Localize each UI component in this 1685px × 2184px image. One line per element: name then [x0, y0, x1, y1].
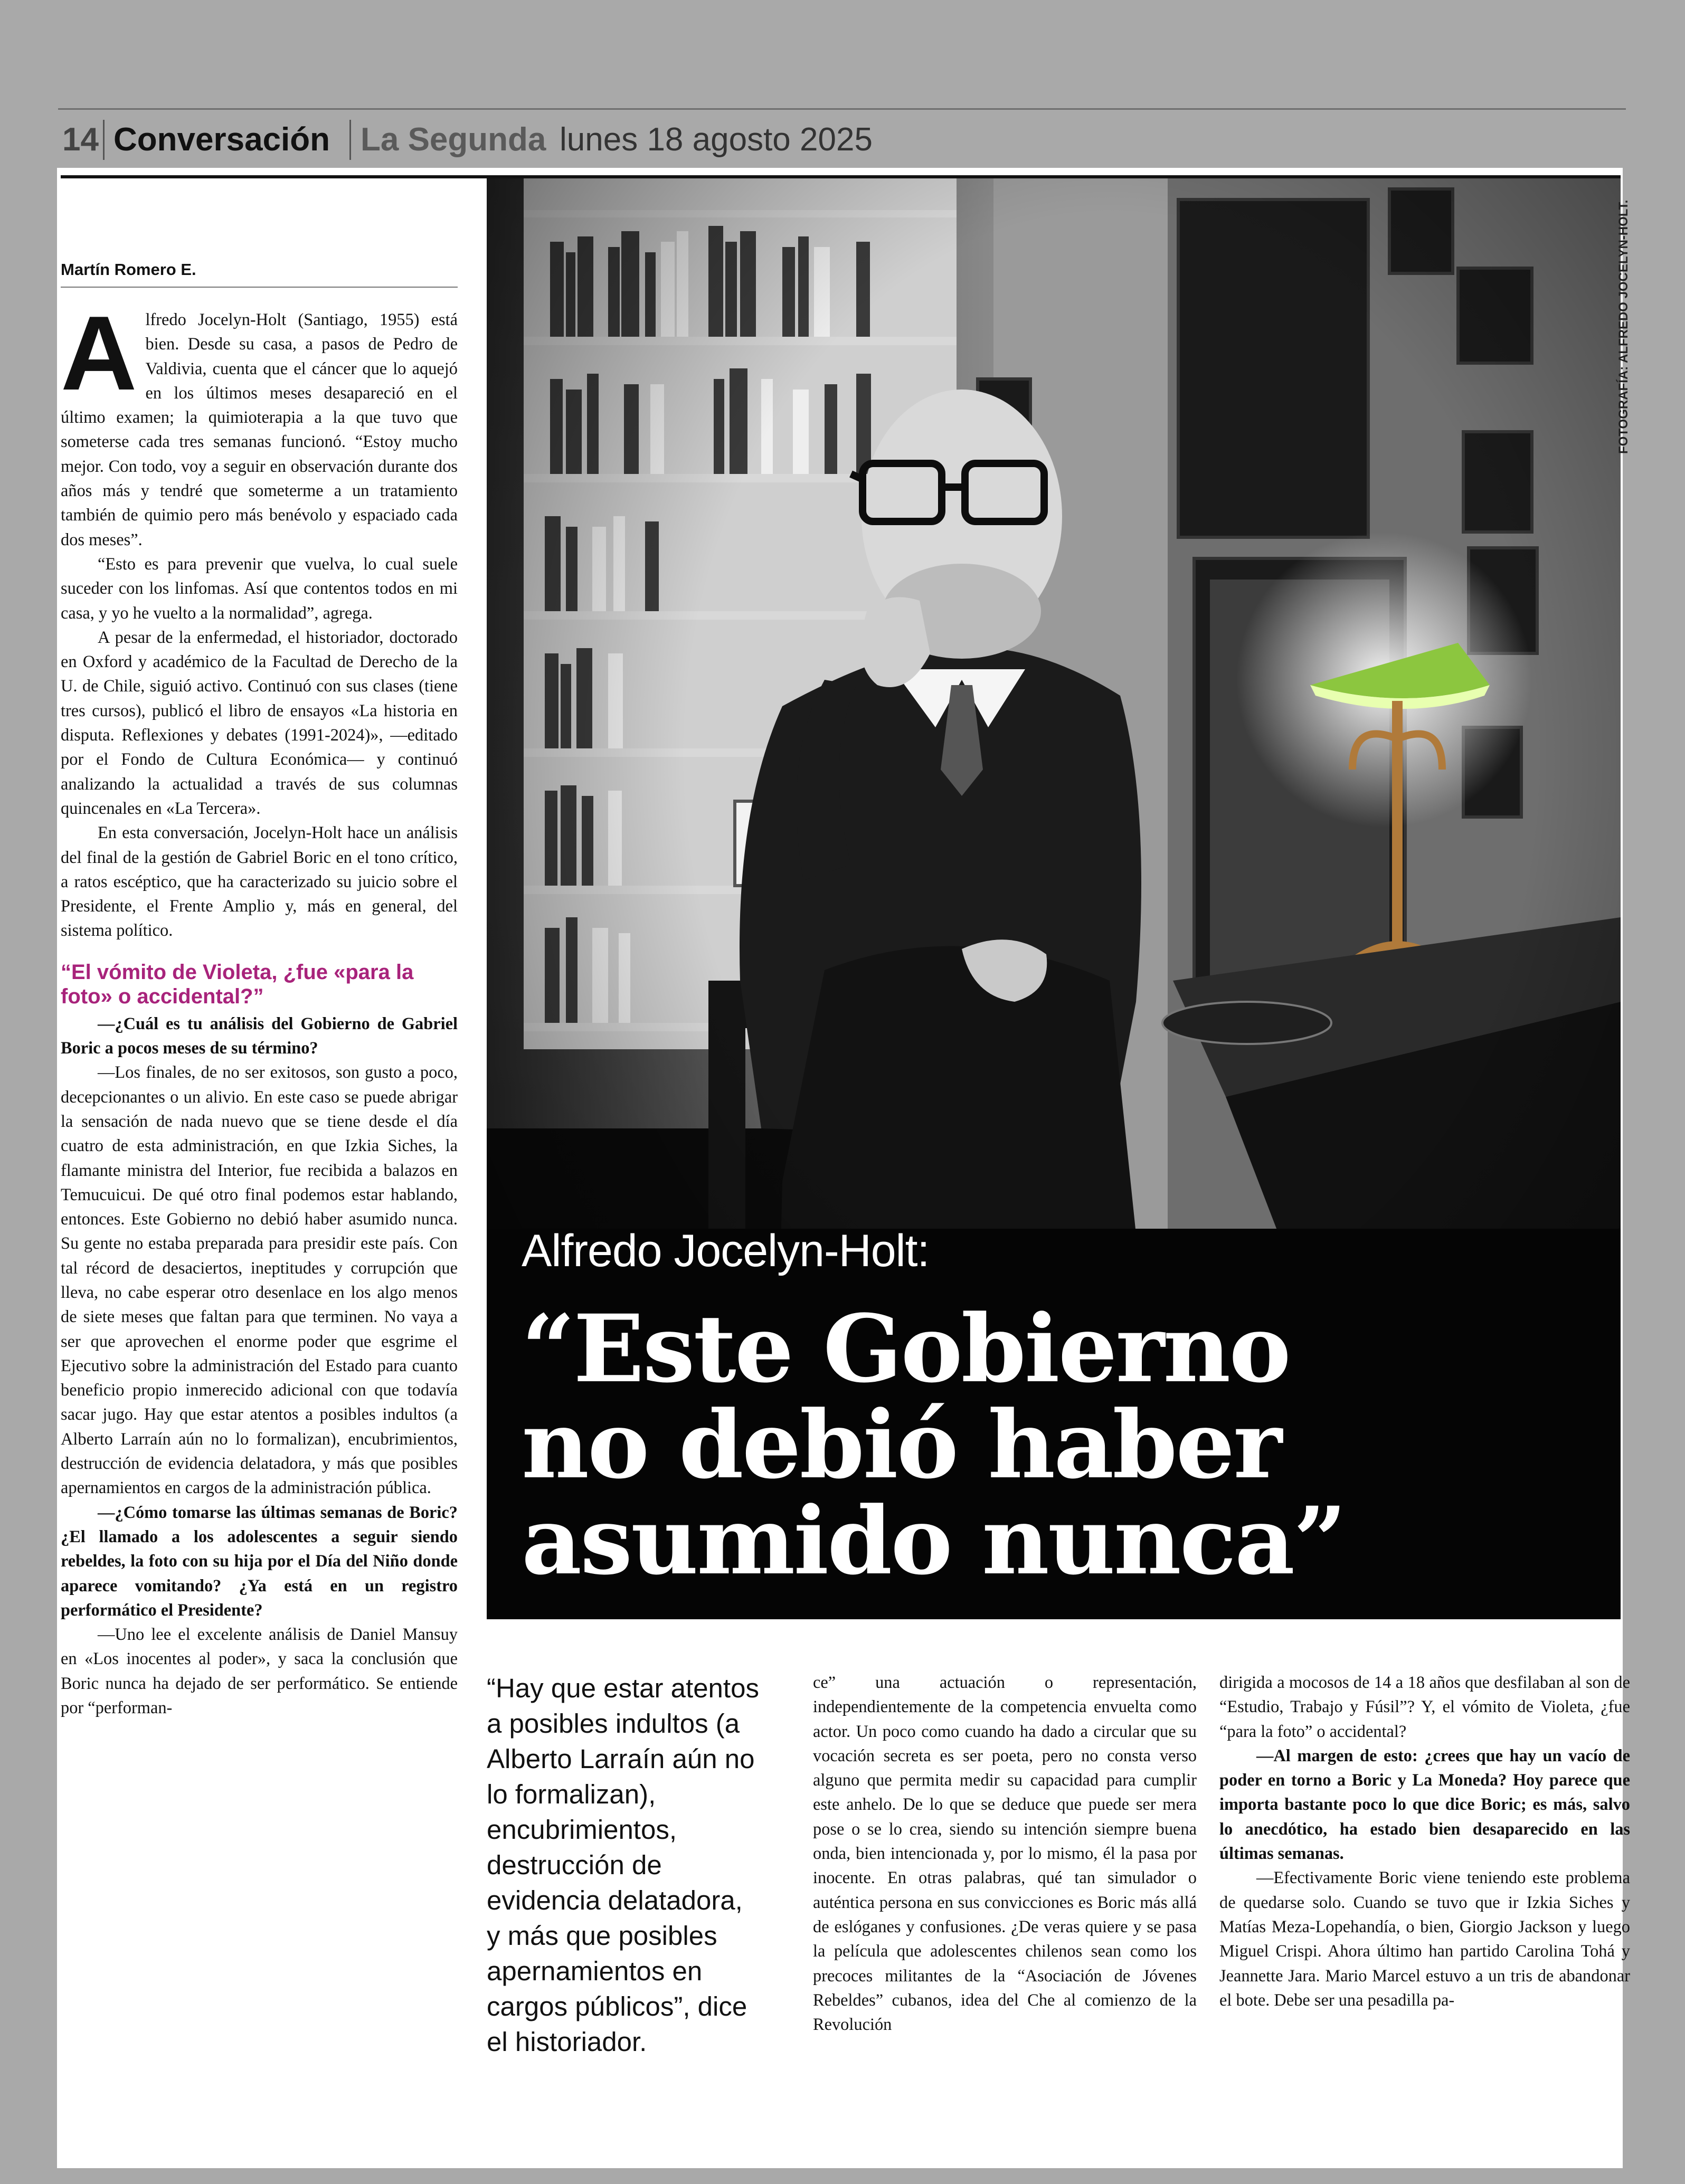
answer: —Efectivamente Boric viene teniendo este problema de quedarse solo. Cuando se tuvo que ir Izkia Siches y Matías Meza-Lopehandía, o bien, Giorgio Jackson y luego Miguel Crispi. Ahora último han partido Carolina Tohá y Jeannette Jara. Mario Marcel estuvo a un tris de abandonar el bote. Debe ser una pesadilla pa-: [1219, 1868, 1630, 2010]
headline: [522, 1294, 1577, 1596]
drop-cap: A: [61, 295, 137, 412]
title-block: [522, 1224, 1577, 1596]
page-header: [58, 108, 1626, 164]
answer: dirigida a mocosos de 14 a 18 años que desfilaban al son de “Estudio, Trabajo y Fúsil”? Y, el vómito de Violeta, ¿fue “para la foto” o accidental?: [1219, 1673, 1630, 1741]
interview-text: [61, 1012, 458, 1721]
column-three: [813, 1670, 1197, 2093]
question: —¿Cuál es tu análisis del Gobierno de Gabriel Boric a pocos meses de su término?: [61, 1014, 458, 1058]
interview-text: [813, 1670, 1197, 2037]
header-divider: [103, 120, 105, 160]
headline-line: asumido nunca”: [522, 1486, 1346, 1596]
column-four: [1219, 1670, 1630, 2093]
intro-paragraph: A pesar de la enfermedad, el historiador, doctorado en Oxford y académico de la Facultad de Derecho de la U. de Chile, siguió activo. Continuó con sus clases (tiene tres cursos), publicó el libro de ensayos «La historia en disputa. Reflexiones y debates (1991-2024)», —editado por el Fondo de Cultura Económica— y continuó analizando la actualidad a través de sus columnas quincenales en «La Tercera».: [61, 628, 458, 818]
intro-paragraph: “Esto es para prevenir que vuelva, lo cual suele suceder con los linfomas. Así que contentos todos en mi casa, y yo he vuelto a la normalidad”, agrega.: [61, 554, 458, 623]
question: —¿Cómo tomarse las últimas semanas de Boric? ¿El llamado a los adolescentes a seguir siendo rebeldes, la foto con su hija por el Día del Niño donde aparece vomitando? ¿Ya está en un registro performático el Presidente?: [61, 1503, 458, 1620]
left-column: [61, 178, 458, 2110]
photo-credit: FOTOGRAFÍA: ALFREDO JOCELYN-HOLT.: [1616, 200, 1631, 454]
page-number: 14: [62, 121, 99, 158]
header-divider: [349, 120, 351, 160]
answer: —Uno lee el excelente análisis de Daniel Mansuy en «Los inocentes al poder», y saca la conclusión que Boric nunca ha dejado de ser performático. Se entiende por “performan-: [61, 1625, 458, 1718]
pull-quote: “Hay que estar atentos a posibles indultos (a Alberto Larraín aún no lo formalizan), encubrimientos, destrucción de evidencia delatadora, y más que posibles apernamientos en cargos públicos”, dice el historiador.: [487, 1673, 759, 2057]
answer: —Los finales, de no ser exitosos, son gusto a poco, decepcionantes o un alivio. En este caso se puede abrigar la sensación de nada nuevo que se tiene desde el día cuatro de esta administración, en que Izkia Siches, la flamante ministra del Interior, fue recibida a balazos en Temucuicui. De qué otro final podemos estar hablando, entonces. Este Gobierno no debió haber asumido nunca. Su gente no estaba preparada para presidir este país. Con tal récord de desaciertos, ineptitudes y corrupción que lleva, no cabe esperar otro desenlace en los algo menos de siete meses que faltan para que terminen. No vaya a ser que aprovechen el enorme poder que esgrime el Ejecutivo sobre la administración del Estado para cuanto beneficio propio inmerecido adicional con que todavía sacar jugo. Hay que estar atentos a posibles indultos (a Alberto Larraín aún no lo formalizan), encubrimientos, destrucción de evidencia delatadora, y más que posibles apernamientos en cargos de la administración pública.: [61, 1063, 458, 1498]
header-rule: [58, 108, 1626, 110]
headline-line: “Este Gobierno: [522, 1294, 1290, 1403]
section-name: Conversación: [113, 121, 330, 158]
subheading: “El vómito de Violeta, ¿fue «para la foto» o accidental?”: [61, 960, 414, 1008]
newspaper-name: La Segunda: [361, 121, 546, 158]
intro-text: lfredo Jocelyn-Holt (Santiago, 1955) está bien. Desde su casa, a pasos de Pedro de Valdivia, cuenta que el cáncer que lo aquejó en los últimos meses desapareció en el último examen; la quimioterapia a la que tuvo que someterse cada tres semanas funcionó. “Estoy mucho mejor. Con todo, voy a seguir en observación durante dos años más y tendré que someterme a un tratamiento también de quimio pero más benévolo y espaciado cada dos meses”.: [61, 310, 458, 549]
intro-paragraph: En esta conversación, Jocelyn-Holt hace un análisis del final de la gestión de Gabriel Boric en el tono crítico, a ratos escéptico, que ha caracterizado su juicio sobre el Presidente, el Frente Amplio y, más en general, del sistema político.: [61, 823, 458, 941]
intro-paragraph: [61, 295, 458, 552]
byline: Martín Romero E.: [61, 260, 458, 288]
kicker: Alfredo Jocelyn-Holt:: [522, 1226, 930, 1276]
interview-text: [1219, 1670, 1630, 2012]
question: —Al margen de esto: ¿crees que hay un vacío de poder en torno a Boric y La Moneda? Hoy parece que importa bastante poco lo que dice Boric; es más, salvo lo anecdótico, ha estado bien desaparecido en las últimas semanas.: [1219, 1746, 1630, 1864]
headline-line: no debió haber: [522, 1390, 1281, 1499]
issue-date: lunes 18 agosto 2025: [560, 121, 873, 158]
answer: ce” una actuación o representación, independientemente de la competencia envuelta como actor. Un poco como cuando ha dado a circular que su vocación secreta es ser poeta, pero no consta verso alguno que permita medir su capacidad para cumplir este anhelo. De lo que se deduce que puede ser mera pose o se lo crea, siendo su intención siempre buena onda, bien intencionada y, por lo mismo, él la pasa por inocente. En otras palabras, qué tan simulador o auténtica persona en sus convicciones es Boric más allá de eslóganes y confusiones. ¿De veras quiere y se pasa la película que adolescentes chilenos sean como los precoces militantes de la “Asociación de Jóvenes Rebeldes” cubanos, idea del Che al comienzo de la Revolución: [813, 1673, 1197, 2035]
article-intro: [61, 295, 458, 943]
